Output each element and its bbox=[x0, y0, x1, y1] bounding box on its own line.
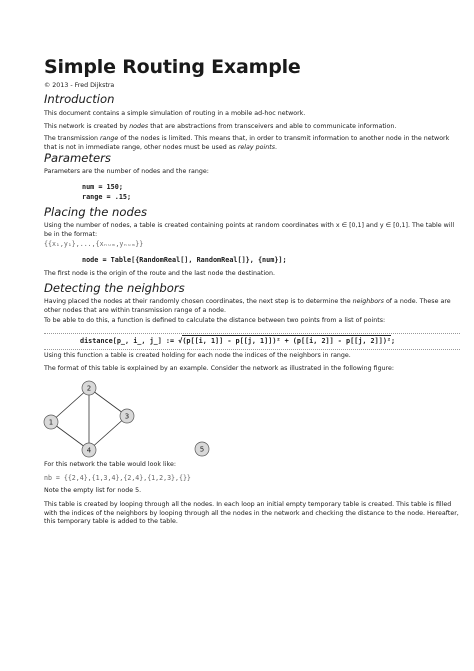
detecting-paragraph-7: This table is created by looping through all the nodes. In each loop an initial empty temporary table is created. This table is filled with the indices of the neighbors by looping through all the nodes in the network and checking the distance to the node. Hereafter, this temporary table is added to the table. bbox=[44, 501, 459, 526]
graph-node-2-label: 2 bbox=[86, 384, 92, 393]
parameters-paragraph: Parameters are the number of nodes and the range: bbox=[44, 168, 209, 175]
edge-1-2 bbox=[51, 388, 89, 422]
graph-node-3-label: 3 bbox=[124, 412, 130, 421]
graph-node-1-label: 1 bbox=[48, 418, 54, 427]
detecting-paragraph-5: For this network the table would look like: bbox=[44, 461, 176, 468]
detecting-paragraph-3: Using this function a table is created holding for each node the indices of the neighbors in range. bbox=[44, 352, 351, 359]
formula-frame-bottom bbox=[44, 349, 460, 350]
detecting-paragraph-2: To be able to do this, a function is defined to calculate the distance between two points from a list of points: bbox=[44, 317, 386, 324]
formula-frame-top bbox=[44, 333, 460, 334]
document-title: Simple Routing Example bbox=[44, 56, 301, 78]
graph-node-5-label: 5 bbox=[199, 445, 205, 454]
coordinate-format: {{x₁,y₁},...,{xₙᵤₘ,yₙᵤₘ}} bbox=[44, 240, 144, 248]
code-range: range = .15; bbox=[82, 193, 132, 201]
intro-paragraph-1: This document contains a simple simulation of routing in a mobile ad-hoc network. bbox=[44, 110, 306, 117]
heading-parameters: Parameters bbox=[44, 151, 111, 165]
placing-paragraph-1: Using the number of nodes, a table is created containing points at random coordinates with x ∈ [0,1] and y ∈ [0,1]. The table will be in the format: bbox=[44, 222, 455, 238]
graph-node-4-label: 4 bbox=[86, 446, 92, 455]
detecting-paragraph-6: Note the empty list for node 5. bbox=[44, 487, 142, 494]
distance-formula: distance[p_, i_, j_] := √(p[[i, 1]] - p[[j, 1]])² + (p[[i, 2]] - p[[j, 2]])²; bbox=[80, 337, 396, 345]
intro-paragraph-2: This network is created by nodes that are abstractions from transceivers and able to communicate information. bbox=[44, 123, 397, 130]
heading-detecting-neighbors: Detecting the neighbors bbox=[44, 281, 185, 295]
network-graph bbox=[38, 378, 228, 468]
code-node-table: node = Table[{RandomReal[], RandomReal[]}, {num}]; bbox=[82, 256, 287, 264]
placing-paragraph-2: The first node is the origin of the route and the last node the destination. bbox=[44, 270, 275, 277]
neighbor-table: nb = {{2,4},{1,3,4},{2,4},{1,2,3},{}} bbox=[44, 474, 191, 482]
heading-introduction: Introduction bbox=[44, 92, 115, 106]
heading-placing-nodes: Placing the nodes bbox=[44, 205, 147, 219]
copyright-line: © 2013 - Fred Dijkstra bbox=[44, 82, 115, 89]
detecting-paragraph-1: Having placed the nodes at their randomly chosen coordinates, the next step is to determine the neighbors of a node. These are other nodes that are within transmission range of a node. bbox=[44, 298, 451, 314]
edge-3-4 bbox=[89, 416, 127, 450]
code-num: num = 150; bbox=[82, 183, 123, 191]
detecting-paragraph-4: The format of this table is explained by an example. Consider the network as illustrated in the following figure: bbox=[44, 365, 395, 372]
intro-paragraph-3: The transmission range of the nodes is limited. This means that, in order to transmit information to another node in the network that is not in immediate range, other nodes must be used as relay points. bbox=[44, 135, 450, 151]
